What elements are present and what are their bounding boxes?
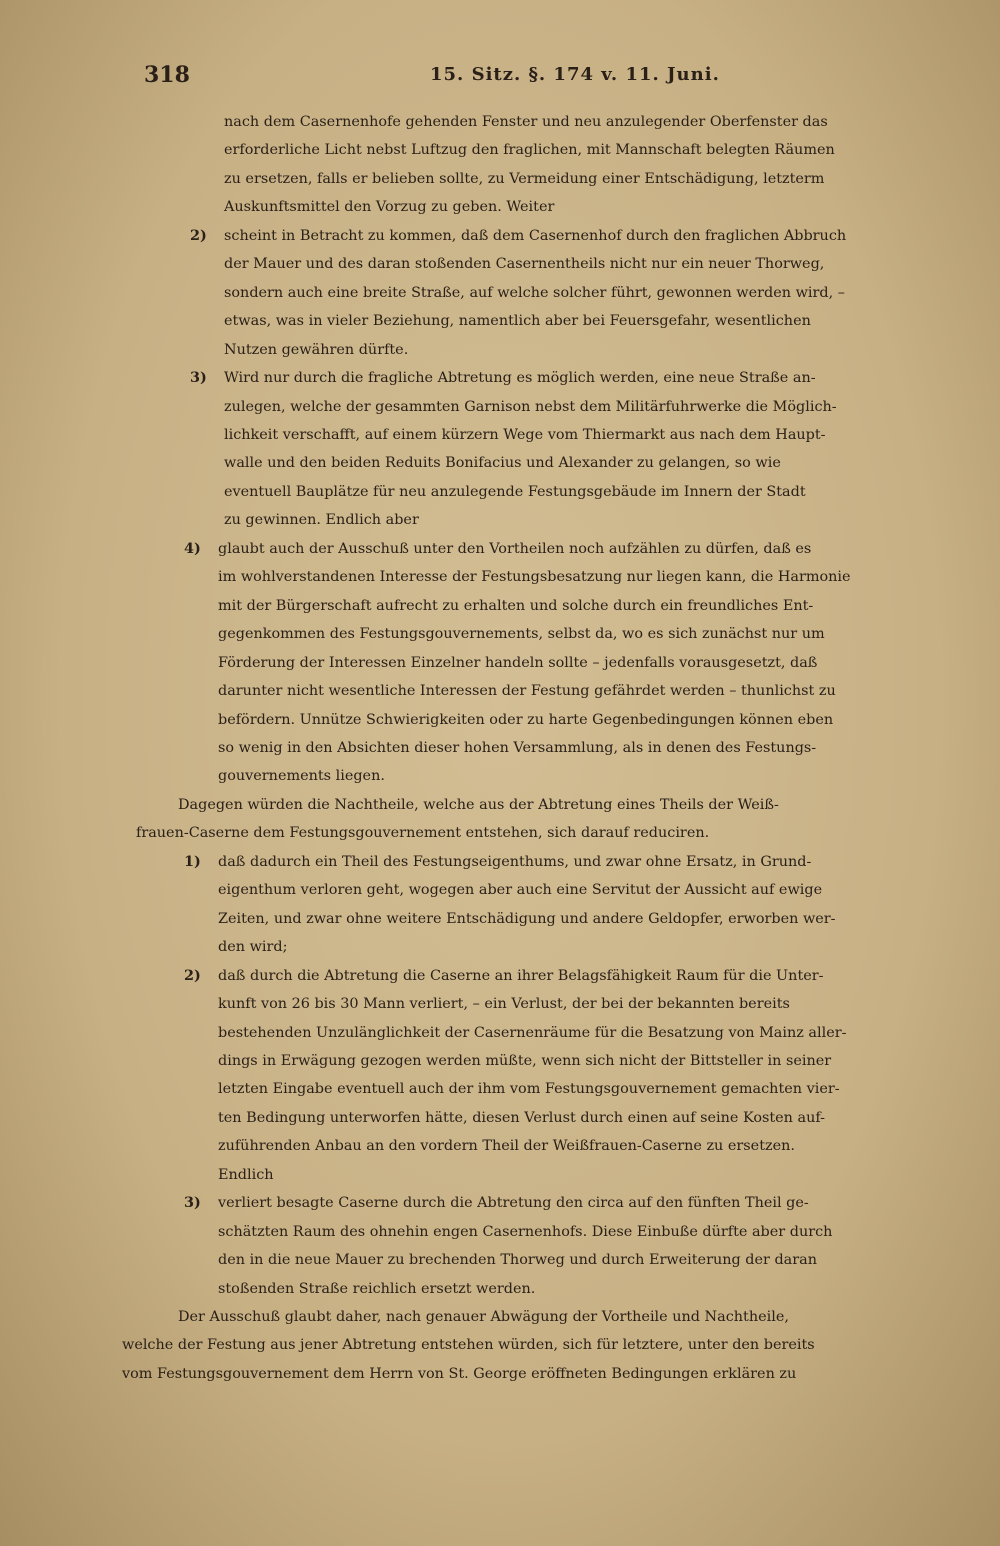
text-line: kunft von 26 bis 30 Mann verliert, – ein Verlust, der bei der bekannten bereits [218, 996, 790, 1013]
item-number: 3) [184, 1194, 201, 1212]
page-header [144, 62, 940, 96]
text-line: dings in Erwägung gezogen werden müßte, wenn sich nicht der Bittsteller in seiner [218, 1052, 832, 1069]
body-text [122, 108, 940, 1388]
text-line: walle und den beiden Reduits Bonifacius und Alexander zu gelangen, so wie [224, 455, 781, 472]
text-line: darunter nicht wesentliche Interessen der Festung gefährdet werden – thunlichst zu [218, 683, 836, 700]
text-line: der Mauer und des daran stoßenden Casernentheils nicht nur ein neuer Thorweg, [224, 256, 825, 273]
text-line: daß dadurch ein Theil des Festungseigenthums, und zwar ohne Ersatz, in Grund- [218, 853, 812, 870]
text-line: erforderliche Licht nebst Luftzug den fraglichen, mit Mannschaft belegten Räumen [224, 142, 835, 159]
disadvantage-item-3 [184, 1189, 940, 1303]
text-line: Auskunftsmittel den Vorzug zu geben. Weiter [224, 199, 555, 216]
text-line: zulegen, welche der gesammten Garnison nebst dem Militärfuhrwerke die Möglich- [224, 398, 837, 415]
text-line: zuführenden Anbau an den vordern Theil der Weißfrauen-Caserne zu ersetzen. [218, 1138, 795, 1155]
advantage-item-2 [190, 222, 940, 364]
conclusion-paragraph [122, 1303, 940, 1388]
text-line: so wenig in den Absichten dieser hohen Versammlung, als in denen des Festungs- [218, 739, 817, 756]
text-line: stoßenden Straße reichlich ersetzt werden. [218, 1280, 536, 1297]
text-line: mit der Bürgerschaft aufrecht zu erhalten und solche durch ein freundliches Ent- [218, 597, 814, 614]
text-line: Endlich [218, 1166, 274, 1183]
advantage-item-3 [190, 364, 940, 535]
item-number: 1) [184, 852, 201, 870]
text-line: zu ersetzen, falls er belieben sollte, zu Vermeidung einer Entschädigung, letzterm [224, 170, 825, 187]
text-line: bestehenden Unzulänglichkeit der Casernenräume für die Besatzung von Mainz aller- [218, 1024, 847, 1041]
text-line: gegenkommen des Festungsgouvernements, selbst da, wo es sich zunächst nur um [218, 626, 825, 643]
text-line: letzten Eingabe eventuell auch der ihm vom Festungsgouvernement gemachten vier- [218, 1081, 840, 1098]
text-line: welche der Festung aus jener Abtretung entstehen würden, sich für letztere, unter den bereits [122, 1337, 815, 1354]
item-number: 2) [184, 966, 201, 984]
item-number: 2) [190, 226, 207, 244]
item-number: 3) [190, 369, 207, 387]
text-line: gouvernements liegen. [218, 768, 385, 785]
text-line: Förderung der Interessen Einzelner handeln sollte – jedenfalls vorausgesetzt, daß [218, 654, 818, 671]
text-line: Nutzen gewähren dürfte. [224, 341, 409, 358]
disadvantage-item-2 [184, 962, 940, 1190]
text-line: Dagegen würden die Nachtheile, welche aus der Abtretung eines Theils der Weiß- [178, 796, 779, 813]
text-line: Zeiten, und zwar ohne weitere Entschädigung und andere Geldopfer, erworben wer- [218, 910, 836, 927]
text-line: etwas, was in vieler Beziehung, namentlich aber bei Feuersgefahr, wesentlichen [224, 313, 811, 330]
text-line: eventuell Bauplätze für neu anzulegende Festungsgebäude im Innern der Stadt [224, 483, 806, 500]
text-line: sondern auch eine breite Straße, auf welche solcher führt, gewonnen werden wird, – [224, 284, 845, 301]
text-line: eigenthum verloren geht, wogegen aber auch eine Servitut der Aussicht auf ewige [218, 882, 823, 899]
text-line: Wird nur durch die fragliche Abtretung es möglich werden, eine neue Straße an- [224, 370, 816, 387]
text-line: Der Ausschuß glaubt daher, nach genauer Abwägung der Vortheile und Nachtheile, [178, 1309, 789, 1326]
text-line: schätzten Raum des ohnehin engen Casernenhofs. Diese Einbuße dürfte aber durch [218, 1223, 833, 1240]
text-line: im wohlverstandenen Interesse der Festungsbesatzung nur liegen kann, die Harmonie [218, 569, 851, 586]
running-head: 15. Sitz. §. 174 v. 11. Juni. [430, 64, 720, 85]
text-line: befördern. Unnütze Schwierigkeiten oder zu harte Gegenbedingungen können eben [218, 711, 834, 728]
text-line: ten Bedingung unterworfen hätte, diesen Verlust durch einen auf seine Kosten auf- [218, 1109, 826, 1126]
text-line: scheint in Betracht zu kommen, daß dem Casernenhof durch den fraglichen Abbruch [224, 227, 847, 244]
page-number: 318 [144, 62, 190, 88]
text-line: zu gewinnen. Endlich aber [224, 512, 419, 529]
disadvantages-intro [136, 791, 940, 848]
text-line: vom Festungsgouvernement dem Herrn von St. George eröffneten Bedingungen erklären zu [122, 1365, 797, 1382]
text-line: verliert besagte Caserne durch die Abtretung den circa auf den fünften Theil ge- [218, 1195, 809, 1212]
disadvantage-item-1 [184, 848, 940, 962]
text-line: glaubt auch der Ausschuß unter den Vortheilen noch aufzählen zu dürfen, daß es [218, 540, 812, 557]
text-line: den in die neue Mauer zu brechenden Thorweg und durch Erweiterung der daran [218, 1252, 817, 1269]
advantage-item-4 [184, 535, 940, 791]
intro-paragraph [224, 108, 940, 222]
item-number: 4) [184, 539, 201, 557]
text-line: nach dem Casernenhofe gehenden Fenster und neu anzulegender Oberfenster das [224, 114, 828, 130]
text-line: frauen-Caserne dem Festungsgouvernement entstehen, sich darauf reduciren. [136, 825, 710, 842]
text-line: daß durch die Abtretung die Caserne an ihrer Belagsfähigkeit Raum für die Unter- [218, 967, 824, 984]
text-line: lichkeit verschafft, auf einem kürzern Wege vom Thiermarkt aus nach dem Haupt- [224, 426, 826, 443]
text-line: den wird; [218, 939, 288, 956]
